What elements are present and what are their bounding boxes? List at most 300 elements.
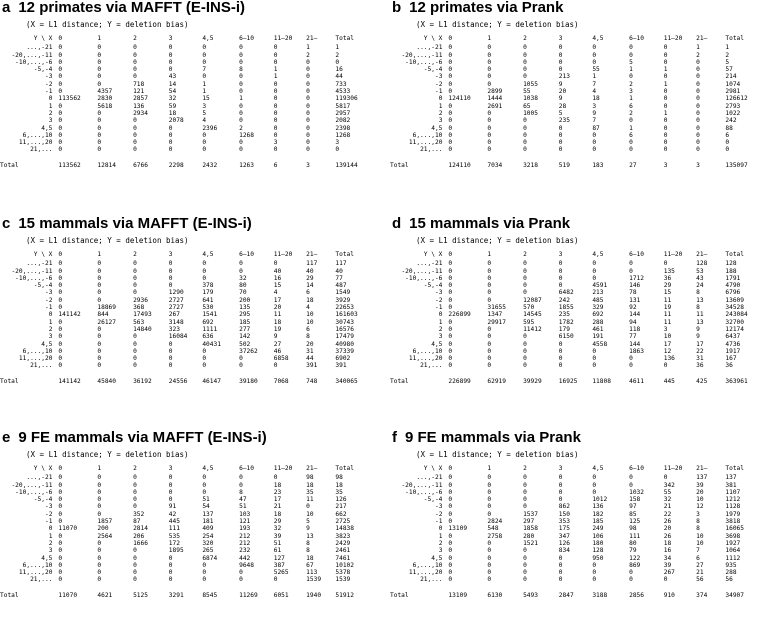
table-row: [390, 59, 772, 66]
table-cell: 0: [592, 561, 597, 569]
table-cell: 29917: [487, 318, 507, 326]
table-row: [390, 362, 772, 369]
table-cell: 193: [239, 525, 251, 533]
header-row: [0, 35, 382, 44]
axis-note: (X = L1 distance; Y = deletion bias): [416, 20, 579, 29]
table-cell: 0: [558, 576, 563, 584]
table-cell: 0: [558, 267, 563, 275]
table-cell: 0: [273, 362, 278, 370]
table-cell: 0: [487, 569, 492, 577]
total-row: [390, 162, 772, 169]
table-cell: 353: [558, 518, 570, 526]
table-cell: 10: [306, 318, 314, 326]
table-cell: 0: [133, 131, 137, 139]
table-cell: 2758: [487, 532, 503, 540]
table-cell: 13609: [725, 296, 745, 304]
row-label: 3: [48, 547, 53, 555]
table-cell: 32: [168, 95, 177, 103]
row-label: 2: [438, 325, 443, 333]
table-cell: 77: [629, 333, 637, 341]
total-cell: 5125: [133, 591, 148, 599]
table-cell: 0: [523, 362, 527, 370]
table-cell: 0: [592, 569, 597, 577]
table-cell: 0: [168, 146, 173, 154]
table-cell: 97: [629, 503, 637, 511]
table-cell: 461: [592, 325, 604, 333]
row-label: -3: [44, 289, 53, 297]
panel-letter: d: [392, 215, 402, 232]
table-cell: 409: [202, 525, 214, 533]
table-cell: 0: [696, 73, 700, 81]
table-cell: 1112: [725, 554, 741, 562]
table-row: [0, 311, 382, 318]
table-cell: 13: [306, 532, 314, 540]
table-cell: 0: [202, 347, 207, 355]
table-cell: 47: [239, 496, 247, 504]
table-cell: 0: [97, 547, 102, 555]
table-cell: 0: [696, 109, 700, 117]
table-cell: 1111: [202, 325, 218, 333]
table-row: [390, 81, 772, 88]
table-cell: 161603: [335, 311, 358, 319]
table-cell: 0: [58, 347, 63, 355]
panel-a: [0, 0, 385, 212]
table-row: [0, 355, 382, 362]
table-cell: 10: [696, 532, 704, 540]
table-cell: 2: [239, 124, 243, 132]
table-cell: 214: [725, 73, 737, 81]
table-cell: 2727: [168, 304, 184, 312]
table-cell: 5: [629, 58, 633, 66]
table-cell: 18869: [97, 304, 117, 312]
table-cell: 88: [725, 124, 733, 132]
table-row: [0, 525, 382, 532]
row-label: -20,...,-11: [11, 481, 53, 489]
table-cell: 0: [133, 333, 137, 341]
table-cell: 0: [58, 304, 63, 312]
row-label: -5,-4: [423, 496, 443, 504]
table-cell: 0: [663, 73, 668, 81]
table-cell: 34: [663, 554, 672, 562]
table-cell: 23: [273, 488, 282, 496]
table-cell: 0: [97, 58, 102, 66]
table-row: [0, 103, 382, 110]
table-cell: 87: [133, 518, 141, 526]
table-cell: 1: [202, 80, 207, 88]
table-cell: 0: [273, 146, 278, 154]
table-cell: 0: [239, 569, 243, 577]
table-cell: 0: [202, 488, 207, 496]
table-cell: 0: [448, 267, 453, 275]
table-cell: 180: [592, 539, 604, 547]
table-cell: 0: [448, 503, 453, 511]
row-label: 0: [48, 311, 53, 319]
table-cell: 0: [168, 66, 173, 74]
table-cell: 1: [663, 80, 668, 88]
table-cell: 442: [239, 554, 251, 562]
total-cell: 3: [663, 161, 668, 169]
table-cell: 0: [202, 44, 207, 52]
column-header: 6–10: [629, 465, 644, 472]
table-cell: 18: [592, 95, 600, 103]
table-cell: 0: [523, 496, 527, 504]
table-cell: 368: [133, 304, 145, 312]
corner-label: Y \ X: [423, 35, 443, 42]
table-cell: 117: [306, 260, 318, 268]
table-cell: 17479: [335, 333, 355, 341]
table-row: [390, 503, 772, 510]
table-cell: 30743: [335, 318, 355, 326]
table-row: [390, 533, 772, 540]
table-cell: 485: [592, 296, 604, 304]
table-cell: 0: [448, 554, 453, 562]
table-cell: 53: [696, 267, 704, 275]
table-cell: 0: [58, 124, 63, 132]
table-cell: 135: [239, 304, 251, 312]
table-cell: 323: [168, 325, 180, 333]
table-cell: 79: [629, 547, 637, 555]
table-cell: 0: [663, 117, 668, 125]
table-cell: 0: [97, 117, 102, 125]
table-cell: 37339: [335, 347, 355, 355]
table-cell: 0: [97, 146, 102, 154]
table-cell: 0: [133, 561, 137, 569]
table-row: [0, 304, 382, 311]
row-label: 3: [48, 117, 53, 125]
header-row: [390, 35, 772, 44]
table-cell: 2899: [487, 88, 503, 96]
total-row: [390, 592, 772, 599]
column-header: Total: [725, 35, 745, 42]
total-cell: 910: [663, 591, 675, 599]
table-cell: 31: [696, 355, 704, 363]
table-row: [390, 569, 772, 576]
table-cell: 27: [273, 340, 282, 348]
table-cell: 0: [592, 576, 597, 584]
table-cell: 0: [629, 576, 633, 584]
table-cell: 91: [168, 503, 177, 511]
table-cell: 12: [696, 503, 704, 511]
table-cell: 172: [168, 539, 180, 547]
table-cell: 0: [273, 131, 278, 139]
table-cell: 0: [58, 274, 63, 282]
table-cell: 0: [487, 539, 492, 547]
table-cell: 3: [629, 88, 633, 96]
table-cell: 124110: [448, 95, 471, 103]
table-cell: 0: [306, 124, 310, 132]
table-cell: 0: [133, 274, 137, 282]
table-cell: 9: [306, 525, 310, 533]
table-cell: 1107: [725, 488, 741, 496]
table-cell: 0: [133, 44, 137, 52]
table-cell: 8: [696, 525, 700, 533]
table-cell: 0: [592, 44, 597, 52]
row-label: -10,...,-6: [405, 274, 443, 282]
table-cell: 243084: [725, 311, 748, 319]
table-cell: 0: [168, 282, 173, 290]
table-cell: 0: [168, 139, 173, 147]
table-cell: 185: [592, 518, 604, 526]
table-cell: 0: [696, 95, 700, 103]
column-header: Total: [335, 465, 355, 472]
table-cell: 0: [306, 73, 310, 81]
table-cell: 242: [558, 296, 570, 304]
total-cell: 3218: [523, 161, 538, 169]
table-cell: 11412: [523, 325, 542, 333]
panel-b: [390, 0, 775, 212]
table-cell: 0: [273, 260, 278, 268]
table-cell: 0: [168, 131, 173, 139]
column-header: 11–20: [273, 251, 293, 258]
table-cell: 0: [202, 51, 207, 59]
table-cell: 0: [629, 481, 633, 489]
table-cell: 1: [202, 88, 207, 96]
column-header: 11–20: [663, 35, 683, 42]
table-cell: 1: [239, 95, 243, 103]
table-cell: 0: [523, 576, 527, 584]
table-row: [0, 341, 382, 348]
table-cell: 103: [239, 510, 251, 518]
axis-note: (X = L1 distance; Y = deletion bias): [416, 236, 579, 245]
table-cell: 2824: [487, 518, 503, 526]
panel-d: [390, 216, 775, 428]
table-cell: 54: [202, 503, 210, 511]
table-cell: 11: [663, 318, 672, 326]
table-cell: 142: [239, 333, 251, 341]
table-cell: 0: [558, 51, 563, 59]
table-cell: 0: [168, 274, 173, 282]
table-cell: 0: [448, 131, 453, 139]
table-cell: 4591: [592, 282, 608, 290]
table-cell: 0: [133, 117, 137, 125]
table-cell: 0: [58, 260, 63, 268]
table-cell: 0: [523, 260, 527, 268]
row-label: -2: [434, 296, 443, 304]
table-cell: 0: [448, 488, 453, 496]
panel-heading: 15 mammals via MAFFT (E-INS-i): [18, 215, 252, 232]
row-label: 2: [48, 539, 53, 547]
table-cell: 0: [239, 109, 243, 117]
table-cell: 0: [58, 481, 63, 489]
total-label: Total: [390, 161, 409, 169]
table-cell: 0: [273, 117, 278, 125]
table-cell: 17: [663, 340, 672, 348]
table-row: [0, 496, 382, 503]
table-cell: 0: [239, 267, 243, 275]
table-cell: 31655: [487, 304, 507, 312]
total-row: [0, 378, 382, 385]
table-cell: 137: [202, 510, 214, 518]
total-cell: 3188: [592, 591, 608, 599]
table-cell: 34528: [725, 304, 745, 312]
panel-title: [2, 216, 252, 232]
table-cell: 126: [335, 496, 347, 504]
table-row: [0, 489, 382, 496]
total-cell: 4611: [629, 377, 644, 385]
table-cell: 16: [273, 274, 282, 282]
table-cell: 0: [58, 80, 63, 88]
table-cell: 0: [523, 333, 527, 341]
row-label: 2: [48, 109, 53, 117]
total-row: [0, 592, 382, 599]
table-cell: 200: [239, 296, 251, 304]
table-row: [390, 511, 772, 518]
table-cell: 267: [663, 569, 675, 577]
table-cell: 26: [663, 532, 672, 540]
table-cell: 213: [592, 289, 604, 297]
table-cell: 29: [273, 518, 282, 526]
row-label: 21,...: [30, 576, 53, 584]
table-cell: 0: [58, 532, 63, 540]
table-cell: 98: [335, 474, 343, 482]
table-cell: 135: [663, 267, 675, 275]
column-header: 11–20: [273, 465, 293, 472]
column-header: 1: [487, 465, 492, 472]
table-cell: 0: [273, 109, 278, 117]
table-cell: 19: [273, 325, 282, 333]
panel-heading: 15 mammals via Prank: [409, 215, 571, 232]
table-cell: 1782: [558, 318, 574, 326]
table-cell: 320: [202, 539, 214, 547]
table-cell: 10: [696, 496, 704, 504]
table-cell: 0: [202, 474, 207, 482]
row-label: -20,...,-11: [11, 267, 53, 275]
table-cell: 0: [696, 117, 700, 125]
table-cell: 0: [592, 488, 597, 496]
table-cell: 0: [663, 88, 668, 96]
table-cell: 0: [306, 117, 310, 125]
table-row: [390, 562, 772, 569]
table-cell: 0: [133, 267, 137, 275]
table-cell: 121: [239, 518, 251, 526]
row-label: -2: [44, 296, 53, 304]
table-row: [390, 95, 772, 102]
table-cell: 0: [58, 554, 63, 562]
table-row: [0, 319, 382, 326]
table-cell: 2957: [335, 109, 351, 117]
table-cell: 0: [168, 340, 173, 348]
corner-label: Y \ X: [33, 251, 53, 258]
table-cell: 0: [725, 146, 730, 154]
table-cell: 0: [202, 274, 207, 282]
table-row: [390, 88, 772, 95]
table-row: [0, 117, 382, 124]
table-cell: 0: [58, 289, 63, 297]
contingency-table: [0, 35, 382, 169]
table-cell: 641: [202, 296, 214, 304]
table-cell: 14: [306, 282, 314, 290]
table-cell: 0: [97, 333, 102, 341]
row-label: ...,-21: [416, 474, 443, 482]
table-cell: 17: [696, 340, 704, 348]
table-cell: 3929: [335, 296, 351, 304]
table-cell: 0: [97, 66, 102, 74]
table-cell: 14: [168, 80, 177, 88]
row-label: -1: [44, 518, 53, 526]
table-cell: 0: [592, 139, 597, 147]
table-cell: 0: [133, 503, 137, 511]
row-label: 11,...,20: [18, 355, 53, 363]
column-header: 21–: [696, 465, 708, 472]
table-cell: 98: [306, 474, 314, 482]
table-cell: 8: [306, 539, 310, 547]
table-cell: 0: [523, 267, 527, 275]
table-cell: 0: [448, 73, 453, 81]
table-cell: 0: [97, 474, 102, 482]
table-cell: 0: [487, 474, 492, 482]
panel-letter: c: [2, 215, 11, 232]
table-row: [390, 146, 772, 153]
table-cell: 0: [663, 44, 668, 52]
table-cell: 0: [168, 44, 173, 52]
table-cell: 834: [558, 547, 570, 555]
table-cell: 0: [239, 260, 243, 268]
table-cell: 0: [487, 481, 492, 489]
table-cell: 0: [448, 547, 453, 555]
table-cell: 0: [133, 66, 137, 74]
table-cell: 206: [133, 532, 145, 540]
row-label: 6,...,10: [412, 347, 443, 355]
table-cell: 6482: [558, 289, 574, 297]
row-label: -1: [44, 304, 53, 312]
table-cell: 0: [133, 347, 137, 355]
table-cell: 0: [487, 51, 492, 59]
table-cell: 17: [273, 296, 282, 304]
table-cell: 0: [97, 362, 102, 370]
contingency-table: [390, 35, 772, 169]
table-cell: 5618: [97, 102, 113, 110]
table-cell: 254: [202, 532, 214, 540]
table-cell: 213: [558, 73, 570, 81]
total-cell: 139144: [335, 161, 358, 169]
table-cell: 42: [168, 510, 177, 518]
table-cell: 0: [202, 267, 207, 275]
table-cell: 0: [168, 260, 173, 268]
column-header: 6–10: [629, 35, 644, 42]
spacer-row: [390, 584, 772, 592]
table-cell: 3818: [725, 518, 741, 526]
table-cell: 1: [725, 44, 730, 52]
table-row: [390, 125, 772, 132]
table-cell: 0: [448, 532, 453, 540]
table-cell: 4357: [97, 88, 113, 96]
table-cell: 10102: [335, 561, 355, 569]
column-header: 2: [523, 465, 527, 472]
table-cell: 0: [239, 88, 243, 96]
table-cell: 1855: [558, 304, 574, 312]
table-cell: 0: [97, 51, 102, 59]
table-cell: 212: [239, 539, 251, 547]
table-cell: 40: [335, 267, 343, 275]
table-cell: 55: [663, 488, 672, 496]
row-label: 21,...: [420, 146, 443, 154]
table-cell: 0: [97, 80, 102, 88]
table-cell: 0: [97, 554, 102, 562]
column-header: 2: [133, 465, 137, 472]
row-label: -3: [434, 73, 443, 81]
table-cell: 0: [133, 340, 137, 348]
row-label: -10,...,-6: [15, 274, 53, 282]
table-cell: 0: [663, 51, 668, 59]
table-cell: 391: [306, 362, 318, 370]
table-cell: 0: [448, 44, 453, 52]
table-cell: 126: [558, 539, 570, 547]
table-row: [0, 474, 382, 481]
table-cell: 0: [133, 569, 137, 577]
table-cell: 0: [696, 66, 700, 74]
table-cell: 185: [239, 318, 251, 326]
table-cell: 0: [487, 66, 492, 74]
